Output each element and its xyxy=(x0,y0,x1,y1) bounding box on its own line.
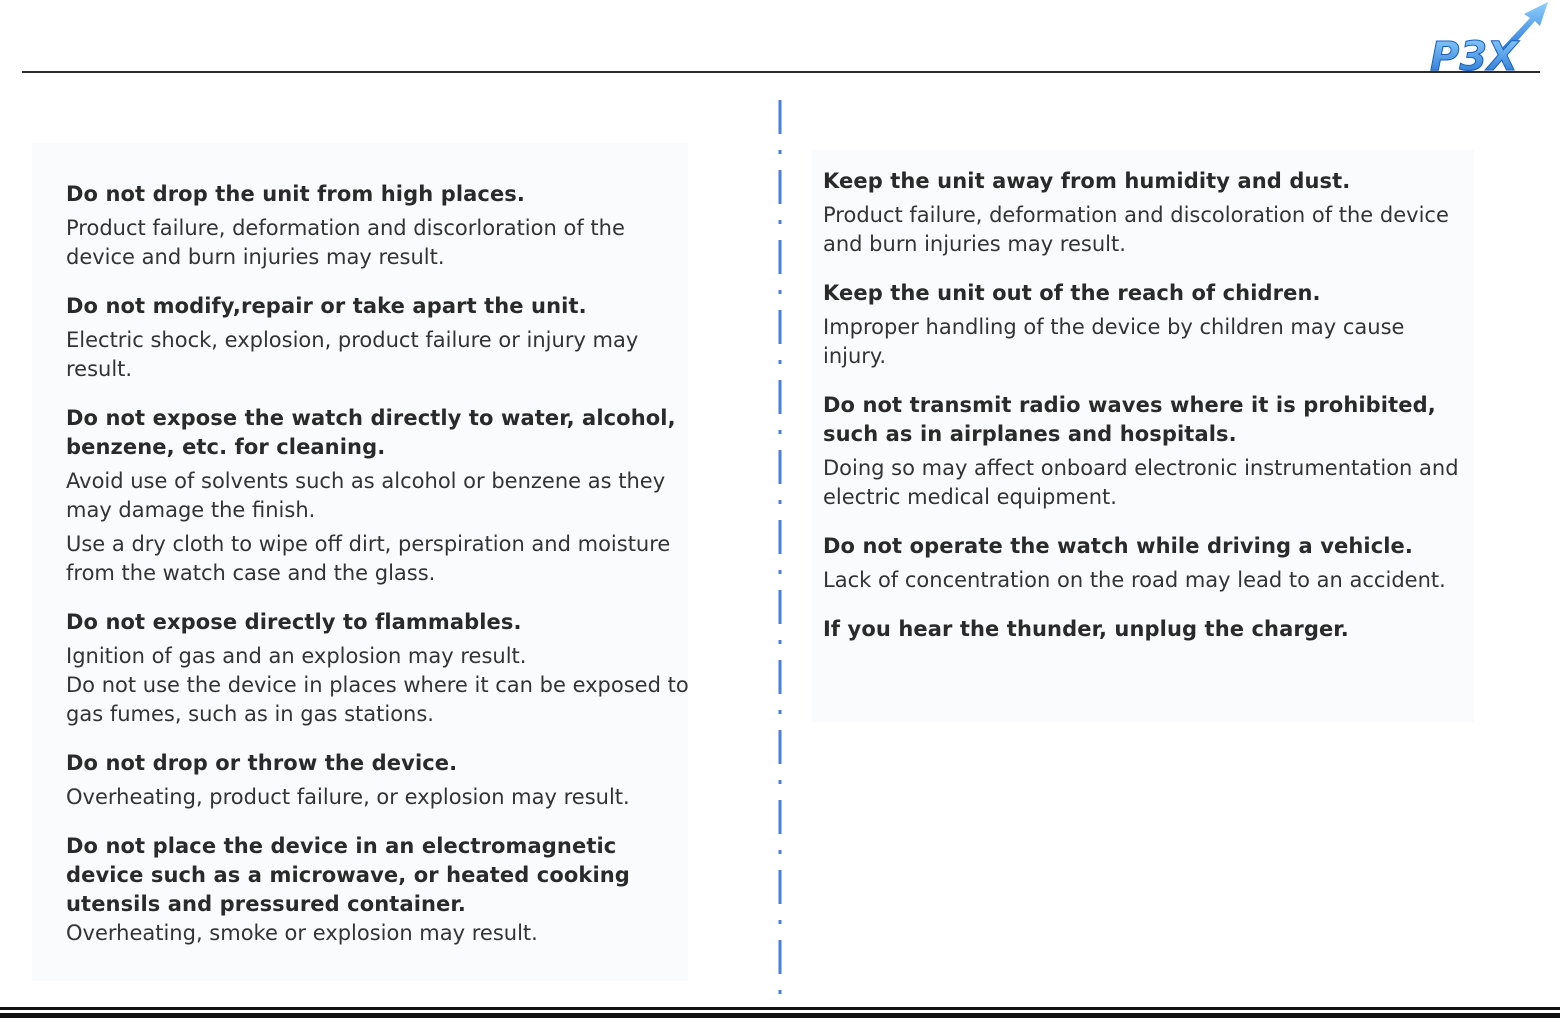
left-column xyxy=(66,180,691,968)
warning-item xyxy=(823,615,1463,644)
right-column xyxy=(823,167,1463,664)
warning-item xyxy=(66,180,691,272)
header-rule xyxy=(22,71,1540,73)
warning-body: Improper handling of the device by children may cause injury. xyxy=(823,315,1405,368)
warning-body: Doing so may affect onboard electronic instrumentation and electric medical equipment. xyxy=(823,456,1459,509)
warning-body: Product failure, deformation and discoloration of the device and burn injuries may result. xyxy=(823,203,1449,256)
warning-item xyxy=(66,292,691,384)
footer-rule xyxy=(0,1007,1560,1018)
warning-item xyxy=(823,279,1463,371)
warning-body: Overheating, product failure, or explosion may result. xyxy=(66,785,630,809)
warning-body: Avoid use of solvents such as alcohol or benzene as they may damage the finish. xyxy=(66,469,666,522)
warning-title: Do not drop the unit from high places. xyxy=(66,182,525,206)
warning-item xyxy=(823,391,1463,512)
warning-title: Do not place the device in an electromagnetic device such as a microwave, or heated cooking utensils and pressured container. xyxy=(66,834,630,916)
warning-title: Do not expose directly to flammables. xyxy=(66,610,522,634)
warning-title: Keep the unit out of the reach of chidren. xyxy=(823,281,1321,305)
warning-title: Keep the unit away from humidity and dust. xyxy=(823,169,1351,193)
warning-title: Do not drop or throw the device. xyxy=(66,751,458,775)
column-divider xyxy=(778,100,782,998)
warning-title: Do not transmit radio waves where it is prohibited, such as in airplanes and hospitals. xyxy=(823,393,1436,446)
warning-item xyxy=(823,167,1463,259)
warning-body: Use a dry cloth to wipe off dirt, perspiration and moisture from the watch case and the glass. xyxy=(66,532,671,585)
warning-item xyxy=(823,532,1463,595)
warning-title: Do not modify,repair or take apart the unit. xyxy=(66,294,587,318)
warning-body: Electric shock, explosion, product failure or injury may result. xyxy=(66,328,639,381)
warning-title: If you hear the thunder, unplug the charger. xyxy=(823,617,1349,641)
warning-body: Product failure, deformation and discorloration of the device and burn injuries may result. xyxy=(66,216,625,269)
warning-body: Overheating, smoke or explosion may result. xyxy=(66,921,538,945)
warning-item xyxy=(66,608,691,729)
warning-item xyxy=(66,749,691,812)
logo-text: P3X xyxy=(1430,34,1518,75)
warning-body: Ignition of gas and an explosion may result. xyxy=(66,644,527,668)
warning-item xyxy=(66,404,691,588)
warning-title: Do not expose the watch directly to water, alcohol, benzene, etc. for cleaning. xyxy=(66,406,676,459)
footer-rule-thick xyxy=(0,1013,1560,1018)
footer-rule-thin xyxy=(0,1007,1560,1010)
p3x-logo xyxy=(1420,0,1550,75)
warning-title: Do not operate the watch while driving a vehicle. xyxy=(823,534,1413,558)
warning-body: Lack of concentration on the road may lead to an accident. xyxy=(823,568,1446,592)
warning-item xyxy=(66,832,691,948)
warning-body: Do not use the device in places where it can be exposed to gas fumes, such as in gas stations. xyxy=(66,673,689,726)
